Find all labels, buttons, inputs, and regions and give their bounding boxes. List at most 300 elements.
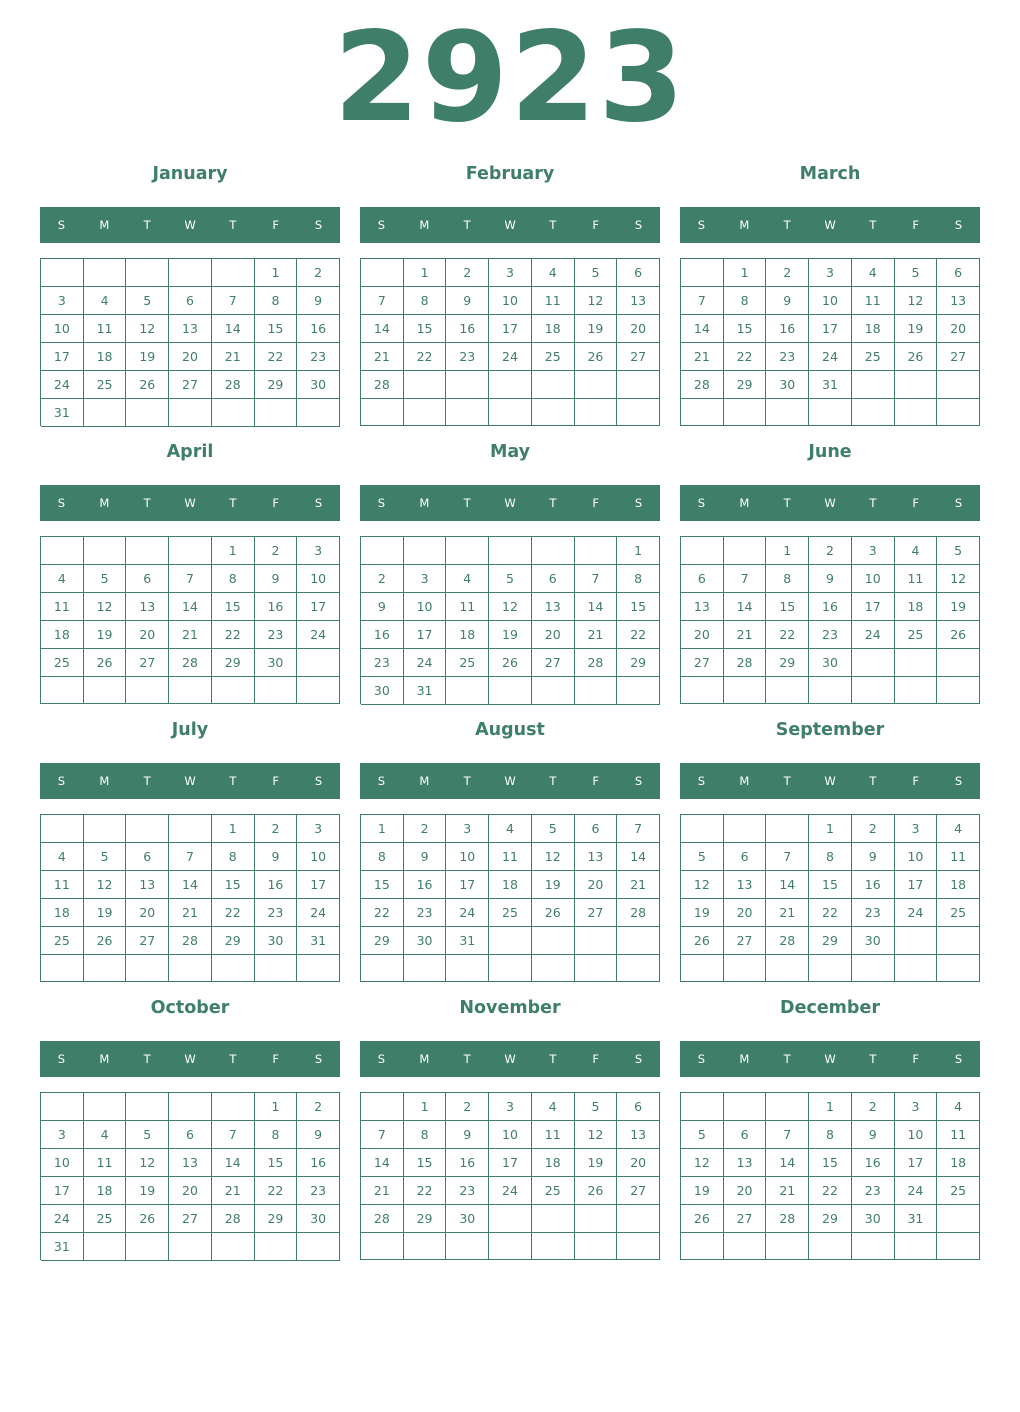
day-cell: 9 [446,1121,489,1149]
day-cell: 2 [297,1093,340,1121]
day-cell: 7 [169,565,212,593]
day-cell: 9 [446,287,489,315]
weekday-header [360,1041,660,1077]
day-cell: 2 [766,259,809,287]
weekday-label: T [783,218,791,232]
weekday-label: F [272,1052,280,1066]
day-cell: 5 [84,843,127,871]
day-cell: 10 [489,1121,532,1149]
empty-cell [809,1233,852,1260]
day-cell: 26 [575,343,618,371]
day-cell: 27 [617,343,660,371]
day-cell: 10 [809,287,852,315]
day-cell: 25 [41,649,84,677]
day-cell: 20 [617,1149,660,1177]
day-cell: 3 [404,565,447,593]
day-cell: 28 [212,1205,255,1233]
weekday-label: T [869,1052,877,1066]
day-cell: 6 [617,259,660,287]
weekday-label: M [99,774,110,788]
empty-cell [852,1233,895,1260]
day-cell: 21 [724,621,767,649]
weekday-label: S [634,774,643,788]
day-cell: 24 [895,899,938,927]
empty-cell [895,399,938,426]
day-cell: 11 [532,287,575,315]
day-cell: 11 [532,1121,575,1149]
day-cell: 28 [766,927,809,955]
day-cell: 6 [575,815,618,843]
day-cell: 15 [404,1149,447,1177]
empty-cell [446,399,489,426]
day-cell: 30 [361,677,404,705]
day-cell: 6 [724,1121,767,1149]
day-cell: 10 [41,1149,84,1177]
weekday-label: T [229,218,237,232]
day-cell: 1 [617,537,660,565]
day-cell: 8 [404,287,447,315]
empty-cell [41,259,84,287]
day-cell: 9 [255,565,298,593]
day-cell: 15 [212,871,255,899]
day-cell: 16 [297,1149,340,1177]
day-cell: 31 [895,1205,938,1233]
day-cell: 20 [126,899,169,927]
empty-cell [895,371,938,399]
day-cell: 21 [212,343,255,371]
day-cell: 15 [617,593,660,621]
empty-cell [852,649,895,677]
day-cell: 16 [852,1149,895,1177]
empty-cell [617,677,660,705]
weekday-label: F [912,1052,920,1066]
weekday-label: W [824,496,836,510]
day-cell: 14 [361,1149,404,1177]
day-cell: 30 [766,371,809,399]
day-cell: 31 [41,399,84,427]
empty-cell [297,677,340,704]
day-cell: 11 [84,315,127,343]
day-cell: 25 [446,649,489,677]
empty-cell [681,815,724,843]
weekday-label: F [912,774,920,788]
day-cell: 15 [809,1149,852,1177]
empty-cell [575,955,618,982]
day-cell: 9 [766,287,809,315]
empty-cell [489,537,532,565]
day-cell: 18 [532,1149,575,1177]
day-cell: 1 [255,1093,298,1121]
day-cell: 4 [937,1093,980,1121]
month-name: August [475,720,545,740]
day-cell: 25 [532,343,575,371]
empty-cell [766,399,809,426]
day-grid [40,1092,340,1260]
empty-cell [84,259,127,287]
empty-cell [575,927,618,955]
day-cell: 17 [895,871,938,899]
weekday-header [680,1041,980,1077]
empty-cell [297,955,340,982]
day-cell: 22 [766,621,809,649]
day-cell: 6 [169,287,212,315]
weekday-label: T [229,1052,237,1066]
weekday-label: T [143,774,151,788]
day-cell: 23 [255,621,298,649]
weekday-label: S [634,496,643,510]
weekday-header [680,207,980,243]
day-cell: 24 [297,899,340,927]
day-cell: 9 [852,1121,895,1149]
day-cell: 18 [41,899,84,927]
empty-cell [126,955,169,982]
day-cell: 22 [724,343,767,371]
weekday-label: S [954,496,963,510]
day-grid [680,1092,980,1260]
day-cell: 24 [297,621,340,649]
empty-cell [809,677,852,704]
day-cell: 25 [895,621,938,649]
empty-cell [809,399,852,426]
empty-cell [489,1205,532,1233]
day-grid [360,1092,660,1260]
day-cell: 22 [255,1177,298,1205]
day-cell: 17 [446,871,489,899]
empty-cell [84,1233,127,1261]
day-cell: 5 [575,259,618,287]
day-cell: 29 [255,371,298,399]
empty-cell [404,955,447,982]
day-cell: 6 [532,565,575,593]
weekday-label: T [143,1052,151,1066]
day-cell: 30 [297,371,340,399]
weekday-label: F [272,496,280,510]
day-cell: 30 [852,927,895,955]
weekday-label: W [504,1052,516,1066]
day-cell: 7 [766,843,809,871]
day-cell: 9 [297,1121,340,1149]
day-cell: 12 [126,1149,169,1177]
empty-cell [532,955,575,982]
day-cell: 28 [575,649,618,677]
empty-cell [617,1233,660,1260]
day-cell: 8 [766,565,809,593]
weekday-header [40,1041,340,1077]
day-cell: 26 [532,899,575,927]
day-cell: 22 [404,343,447,371]
day-cell: 3 [852,537,895,565]
day-cell: 28 [212,371,255,399]
day-cell: 21 [361,343,404,371]
day-cell: 22 [212,899,255,927]
empty-cell [681,399,724,426]
day-cell: 5 [681,843,724,871]
day-cell: 30 [809,649,852,677]
day-cell: 21 [766,899,809,927]
day-cell: 29 [766,649,809,677]
weekday-label: W [184,1052,196,1066]
day-cell: 4 [489,815,532,843]
day-cell: 21 [617,871,660,899]
day-cell: 23 [852,899,895,927]
day-cell: 26 [681,927,724,955]
day-cell: 17 [895,1149,938,1177]
day-cell: 13 [681,593,724,621]
weekday-label: T [463,218,471,232]
weekday-header [360,485,660,521]
day-cell: 19 [575,1149,618,1177]
day-cell: 7 [724,565,767,593]
empty-cell [937,1205,980,1233]
empty-cell [126,815,169,843]
day-cell: 15 [724,315,767,343]
empty-cell [361,259,404,287]
day-cell: 12 [84,871,127,899]
day-cell: 8 [724,287,767,315]
weekday-label: T [463,1052,471,1066]
day-cell: 6 [937,259,980,287]
day-cell: 19 [532,871,575,899]
day-cell: 2 [809,537,852,565]
day-cell: 8 [212,565,255,593]
day-cell: 2 [255,815,298,843]
day-grid [680,814,980,982]
day-cell: 24 [41,371,84,399]
day-cell: 19 [681,1177,724,1205]
weekday-label: M [739,774,750,788]
weekday-label: F [592,1052,600,1066]
weekday-label: M [99,496,110,510]
day-cell: 13 [724,1149,767,1177]
empty-cell [84,677,127,704]
empty-cell [575,677,618,705]
day-cell: 23 [766,343,809,371]
day-cell: 5 [489,565,532,593]
day-cell: 2 [255,537,298,565]
day-cell: 11 [937,1121,980,1149]
day-cell: 10 [297,565,340,593]
weekday-label: S [314,774,323,788]
day-cell: 27 [532,649,575,677]
empty-cell [852,677,895,704]
empty-cell [852,399,895,426]
day-cell: 12 [681,871,724,899]
day-cell: 23 [852,1177,895,1205]
day-cell: 12 [575,1121,618,1149]
day-cell: 27 [937,343,980,371]
weekday-label: M [739,1052,750,1066]
day-grid [360,814,660,982]
day-cell: 23 [361,649,404,677]
day-cell: 14 [169,593,212,621]
day-cell: 18 [937,871,980,899]
day-cell: 30 [446,1205,489,1233]
weekday-label: S [377,496,386,510]
empty-cell [681,537,724,565]
weekday-label: F [272,774,280,788]
empty-cell [532,537,575,565]
day-cell: 12 [532,843,575,871]
weekday-label: M [419,774,430,788]
weekday-label: F [272,218,280,232]
weekday-label: S [954,774,963,788]
day-cell: 9 [852,843,895,871]
empty-cell [212,677,255,704]
day-cell: 10 [895,1121,938,1149]
day-cell: 5 [126,287,169,315]
day-cell: 5 [575,1093,618,1121]
empty-cell [126,1093,169,1121]
empty-cell [724,815,767,843]
empty-cell [937,371,980,399]
day-cell: 1 [404,1093,447,1121]
day-cell: 24 [404,649,447,677]
day-cell: 24 [852,621,895,649]
weekday-label: T [143,218,151,232]
day-cell: 29 [809,927,852,955]
day-cell: 7 [681,287,724,315]
weekday-label: M [739,218,750,232]
day-grid [40,258,340,426]
empty-cell [404,399,447,426]
day-cell: 1 [724,259,767,287]
day-cell: 25 [852,343,895,371]
day-cell: 25 [489,899,532,927]
empty-cell [895,649,938,677]
empty-cell [84,537,127,565]
day-cell: 24 [446,899,489,927]
day-cell: 7 [617,815,660,843]
day-cell: 25 [41,927,84,955]
day-cell: 5 [126,1121,169,1149]
empty-cell [937,927,980,955]
empty-cell [446,537,489,565]
day-cell: 25 [532,1177,575,1205]
weekday-label: W [504,774,516,788]
day-cell: 3 [41,1121,84,1149]
day-cell: 13 [169,1149,212,1177]
empty-cell [169,1093,212,1121]
weekday-header [40,207,340,243]
weekday-label: M [419,1052,430,1066]
day-cell: 12 [575,287,618,315]
day-cell: 21 [681,343,724,371]
day-cell: 3 [489,259,532,287]
day-cell: 17 [852,593,895,621]
day-cell: 14 [169,871,212,899]
day-cell: 22 [809,899,852,927]
empty-cell [852,371,895,399]
day-cell: 23 [297,343,340,371]
day-cell: 19 [937,593,980,621]
day-cell: 22 [809,1177,852,1205]
day-cell: 17 [489,315,532,343]
day-cell: 21 [169,899,212,927]
weekday-label: T [869,218,877,232]
day-cell: 5 [532,815,575,843]
empty-cell [169,259,212,287]
empty-cell [575,399,618,426]
day-cell: 23 [446,343,489,371]
empty-cell [404,371,447,399]
weekday-label: S [57,1052,66,1066]
day-cell: 16 [446,315,489,343]
month-name: November [459,998,561,1018]
empty-cell [617,1205,660,1233]
day-cell: 9 [255,843,298,871]
day-cell: 28 [766,1205,809,1233]
day-cell: 28 [361,371,404,399]
day-cell: 27 [724,1205,767,1233]
day-cell: 20 [724,899,767,927]
day-cell: 4 [532,1093,575,1121]
day-cell: 1 [255,259,298,287]
month-name: February [465,164,555,184]
day-cell: 14 [766,1149,809,1177]
day-cell: 10 [852,565,895,593]
day-cell: 20 [681,621,724,649]
day-cell: 31 [809,371,852,399]
weekday-label: F [592,496,600,510]
day-cell: 23 [809,621,852,649]
day-cell: 18 [41,621,84,649]
day-cell: 11 [84,1149,127,1177]
empty-cell [255,399,298,427]
day-cell: 31 [41,1233,84,1261]
day-cell: 16 [766,315,809,343]
day-cell: 13 [575,843,618,871]
empty-cell [937,955,980,982]
day-cell: 18 [532,315,575,343]
empty-cell [212,259,255,287]
day-cell: 23 [404,899,447,927]
empty-cell [361,1233,404,1260]
day-cell: 17 [41,343,84,371]
day-cell: 27 [617,1177,660,1205]
weekday-label: F [912,496,920,510]
day-cell: 5 [895,259,938,287]
weekday-label: T [549,1052,557,1066]
day-cell: 20 [169,343,212,371]
day-cell: 23 [297,1177,340,1205]
day-cell: 14 [681,315,724,343]
empty-cell [724,537,767,565]
weekday-label: F [912,218,920,232]
day-cell: 27 [169,1205,212,1233]
day-cell: 14 [212,315,255,343]
day-cell: 20 [126,621,169,649]
empty-cell [681,1093,724,1121]
day-cell: 17 [297,871,340,899]
weekday-label: T [549,496,557,510]
day-cell: 16 [361,621,404,649]
empty-cell [937,649,980,677]
weekday-header [360,763,660,799]
month-name: March [799,164,861,184]
empty-cell [297,1233,340,1261]
empty-cell [937,399,980,426]
day-cell: 28 [361,1205,404,1233]
empty-cell [809,955,852,982]
weekday-label: T [229,496,237,510]
empty-cell [681,1233,724,1260]
day-cell: 7 [212,287,255,315]
empty-cell [126,677,169,704]
empty-cell [169,677,212,704]
day-cell: 20 [617,315,660,343]
empty-cell [681,677,724,704]
weekday-label: W [824,774,836,788]
